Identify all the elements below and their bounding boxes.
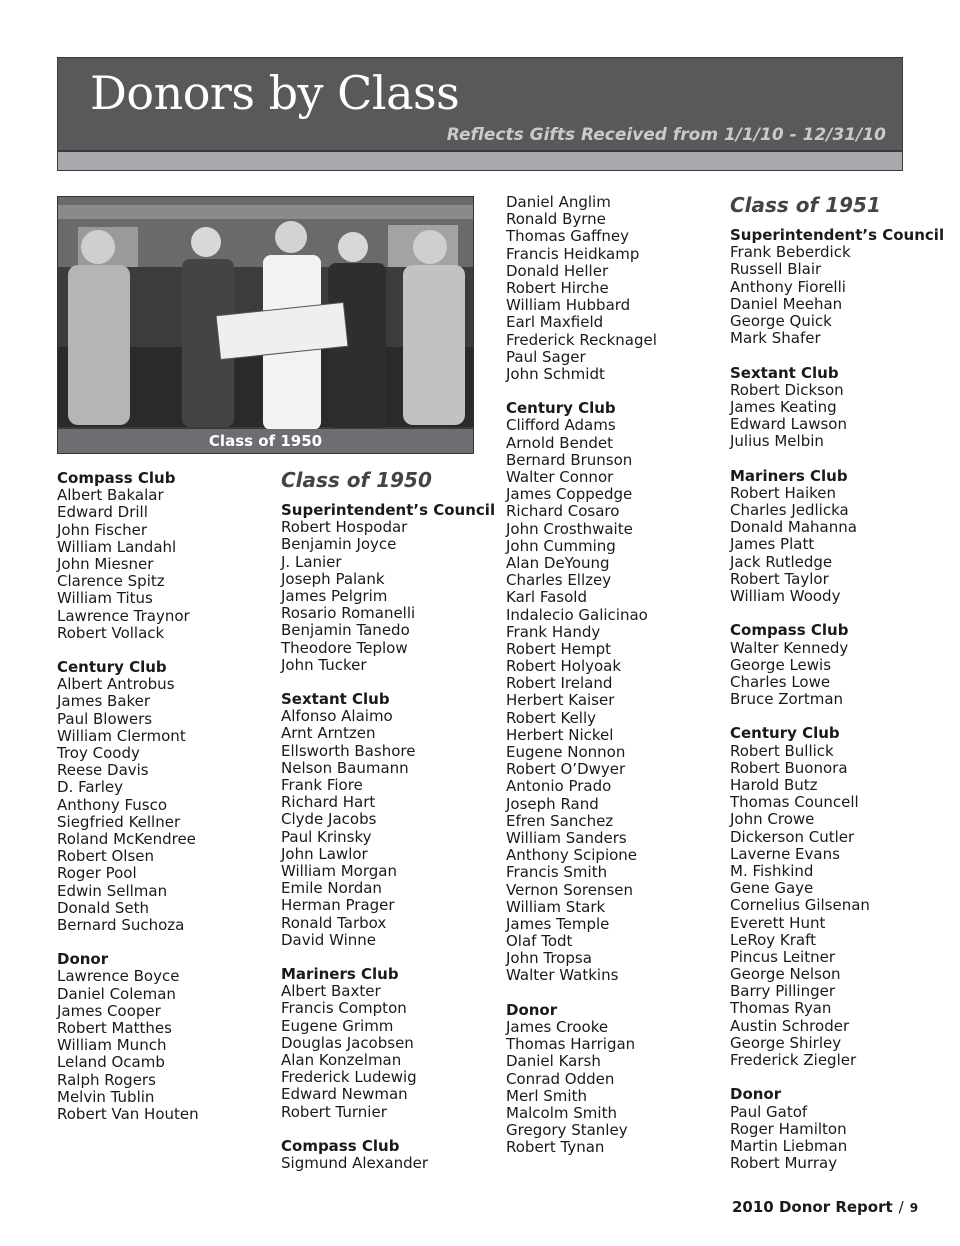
donor-name: Edwin Sellman [57,881,168,900]
donor-name: D. Farley [57,778,123,797]
donor-name: Robert Holyoak [506,657,622,676]
giving-level-heading: Sextant Club [730,363,839,382]
donor-name: Ronald Tarbox [281,913,387,932]
donor-name: Albert Bakalar [57,486,164,505]
giving-level-heading: Superintendent’s Council [281,501,496,519]
donor-name: Robert Buonora [730,758,848,777]
donor-name: Paul Sager [506,347,586,366]
donor-name: Roger Hamilton [730,1119,847,1138]
donor-name: Benjamin Tanedo [281,621,410,640]
donor-name: Gene Gaye [730,879,814,898]
section-spacer [281,949,495,966]
donor-name: Francis Heidkamp [506,244,640,263]
donor-name: William Sanders [506,828,627,847]
donor-name: Ralph Rogers [57,1070,156,1089]
donor-name: William Stark [506,897,606,916]
donor-name: Lawrence Boyce [57,967,180,986]
donor-name: John Crosthwaite [506,519,633,538]
donor-name: Arnold Bendet [506,433,613,452]
donor-name: Bernard Brunson [506,450,633,469]
donor-name: William Munch [57,1036,167,1055]
donor-name: Albert Antrobus [57,675,175,694]
section-spacer [506,383,657,400]
donor-name: Robert Bullick [730,741,834,760]
donor-name: Everett Hunt [730,913,826,932]
donor-name: William Morgan [281,861,397,880]
donor-name: Thomas Gaffney [506,227,629,246]
donor-name: J. Lanier [281,552,342,571]
donor-name: Martin Liebman [730,1136,848,1155]
donor-name: Paul Gatof [730,1102,808,1121]
donor-name: Robert Olsen [57,847,155,866]
donor-name: Herbert Kaiser [506,691,615,710]
donor-name: Emile Nordan [281,879,382,898]
donor-name: Walter Connor [506,468,614,486]
donor-name: Charles Jedlicka [730,501,849,519]
donor-name: Frank Handy [506,622,601,641]
donor-name: Daniel Anglim [506,193,611,211]
donor-name: Bernard Suchoza [57,915,185,934]
giving-level-heading: Century Club [506,399,616,418]
donor-name: Thomas Councell [730,793,859,812]
donor-name: Rosario Romanelli [281,604,416,623]
donor-name: Robert O’Dwyer [506,760,626,779]
donor-name: Melvin Tublin [57,1087,155,1106]
section-spacer [730,347,944,364]
donor-name: Daniel Meehan [730,294,843,313]
donor-name: Walter Watkins [506,966,619,985]
page-number: 9 [909,1201,919,1215]
donor-name: John Tucker [281,655,367,674]
donor-name: Conrad Odden [506,1069,615,1088]
donor-name: Robert Dickson [730,380,844,399]
donor-name: Leland Ocamb [57,1053,165,1072]
donor-name: Robert Matthes [57,1019,172,1037]
giving-level-heading: Donor [730,1085,782,1104]
donor-name: James Keating [730,397,837,416]
donor-name: Lawrence Traynor [57,606,190,625]
donor-name: Frank Beberdick [730,243,851,262]
donor-name: Siegfried Kellner [57,812,181,831]
donor-name: Karl Fasold [506,588,587,607]
donor-name: Cornelius Gilsenan [730,896,870,915]
section-spacer [730,450,944,467]
donor-name: Troy Coody [57,744,140,762]
header-band [57,57,903,151]
footer-report-title: 2010 Donor Report [732,1198,893,1216]
donor-name: Frederick Recknagel [506,330,657,349]
donor-name: Sigmund Alexander [281,1154,429,1173]
donor-name: Robert Haiken [730,483,837,502]
donor-name: Edward Lawson [730,415,847,434]
giving-level-heading: Sextant Club [281,690,390,709]
giving-level-heading: Mariners Club [281,965,399,984]
donor-name: Alan Konzelman [281,1051,402,1069]
donor-name: James Cooper [57,1001,161,1020]
giving-level-heading: Compass Club [57,469,176,487]
donor-name: Herbert Nickel [506,725,614,744]
donor-name: Roger Pool [57,864,137,883]
donor-name: James Coppedge [506,485,633,504]
section-spacer [57,934,199,951]
donor-name: William Hubbard [506,296,631,315]
donor-name: John Miesner [57,554,154,573]
donor-name: William Woody [730,586,841,605]
page-subtitle: Reflects Gifts Received from 1/1/10 - 12/31/10 [446,125,886,145]
donor-name: George Lewis [730,655,832,674]
donor-name: Alfonso Alaimo [281,707,393,726]
donor-name: Anthony Fusco [57,795,168,814]
donor-name: Roland McKendree [57,829,196,848]
donor-name: Reese Davis [57,761,149,780]
donor-name: John Cumming [506,536,616,555]
donor-name: Paul Blowers [57,709,153,728]
donor-name: Indalecio Galicinao [506,605,648,624]
giving-level-heading: Donor [57,950,109,969]
donor-name: Olaf Todt [506,932,573,951]
donor-name: Daniel Karsh [506,1052,601,1071]
donor-name: Richard Cosaro [506,502,620,521]
donor-name: Gregory Stanley [506,1121,628,1140]
donor-name: Frank Fiore [281,776,363,794]
donor-name: Thomas Ryan [730,999,832,1018]
donor-name: John Fischer [57,520,148,539]
donor-name: George Shirley [730,1033,842,1052]
photo-caption: Class of 1950 [58,429,473,453]
donor-name: Edward Drill [57,503,148,522]
donor-name: LeRoy Kraft [730,930,816,949]
section-spacer [506,985,657,1002]
class-photo [57,196,474,454]
donor-name: Jack Rutledge [730,552,833,571]
donor-name: Frederick Ludewig [281,1068,417,1087]
giving-level-heading: Century Club [730,724,840,743]
donor-name: Robert Hempt [506,639,612,658]
donor-name: Theodore Teplow [281,638,408,657]
giving-level-heading: Donor [506,1000,558,1019]
donor-name: John Schmidt [506,364,605,383]
donor-name: James Pelgrim [281,586,388,605]
donor-name: George Nelson [730,965,841,984]
section-spacer [730,708,944,725]
donor-name: Robert Van Houten [57,1104,199,1123]
donor-name: Austin Schroder [730,1016,850,1035]
donor-name: Clyde Jacobs [281,810,377,829]
class-year-heading: Class of 1950 [281,468,432,492]
donor-name: Douglas Jacobsen [281,1033,414,1052]
section-spacer [57,642,199,659]
donor-name: Ronald Byrne [506,210,606,229]
section-spacer [281,1121,495,1138]
page-title: Donors by Class [90,66,460,120]
donor-name: Robert Ireland [506,674,613,693]
donor-name: Robert Taylor [730,569,829,588]
donor-name: Efren Sanchez [506,811,614,830]
donor-name: James Platt [730,535,815,554]
donor-name: Malcolm Smith [506,1103,617,1122]
donor-name: Mark Shafer [730,329,821,348]
donor-name: Thomas Harrigan [506,1035,636,1054]
donor-name: Anthony Fiorelli [730,277,846,296]
donor-name: Merl Smith [506,1086,587,1105]
donor-name: Dickerson Cutler [730,827,855,846]
donor-name: Earl Maxfield [506,313,604,332]
donor-name: Eugene Nonnon [506,743,626,761]
donor-name: John Tropsa [506,949,592,968]
donor-name: Julius Melbin [730,432,824,451]
photo-illustration [58,197,473,453]
donor-name: Ellsworth Bashore [281,741,416,760]
donor-name: Robert Kelly [506,708,597,727]
donor-name: Joseph Rand [506,794,599,813]
donor-name: James Crooke [506,1018,609,1036]
donor-name: M. Fishkind [730,861,814,880]
donor-name: Robert Vollack [57,623,165,642]
giving-level-heading: Century Club [57,658,167,677]
donor-name: Charles Lowe [730,672,831,691]
donor-name: William Landahl [57,537,177,556]
donor-name: Walter Kennedy [730,638,849,657]
column-1 [57,470,199,1123]
donor-name: Edward Newman [281,1085,408,1104]
donor-name: Nelson Baumann [281,758,409,777]
donor-name: Anthony Scipione [506,846,638,865]
donor-name: Francis Smith [506,863,608,882]
donor-name: Robert Murray [730,1154,838,1173]
donor-name: Eugene Grimm [281,1016,394,1035]
donor-name: Arnt Arntzen [281,724,376,743]
section-spacer [730,605,944,622]
column-3 [506,194,657,1157]
column-4 [730,191,944,1172]
donor-name: Laverne Evans [730,844,840,863]
column-2 [281,466,495,1172]
donor-name: Robert Tynan [506,1138,605,1157]
donor-name: Paul Krinsky [281,827,372,846]
page-header [57,57,903,172]
donor-name: Barry Pillinger [730,982,836,1001]
donor-name: William Clermont [57,726,186,745]
giving-level-heading: Superintendent’s Council [730,226,945,244]
donor-name: James Temple [506,914,610,933]
donor-name: Daniel Coleman [57,984,176,1003]
donor-name: William Titus [57,589,153,608]
donor-name: Robert Hirche [506,278,609,297]
donor-name: Benjamin Joyce [281,535,397,554]
donor-name: David Winne [281,930,376,949]
giving-level-heading: Mariners Club [730,466,848,485]
donor-name: Clifford Adams [506,416,616,435]
donor-name: John Crowe [730,810,815,829]
donor-name: Vernon Sorensen [506,880,634,899]
donor-name: Donald Heller [506,261,609,280]
donor-name: Herman Prager [281,896,395,915]
donor-name: Albert Baxter [281,982,381,1001]
giving-level-heading: Compass Club [281,1136,400,1155]
donor-name: Robert Hospodar [281,518,408,537]
donor-name: Clarence Spitz [57,572,165,591]
donor-name: Donald Mahanna [730,518,857,537]
donor-name: Charles Ellzey [506,571,612,590]
donor-name: Robert Turnier [281,1102,387,1121]
donor-name: Pincus Leitner [730,947,835,966]
donor-name: Donald Seth [57,898,150,917]
section-spacer [730,1069,944,1086]
donor-name: Harold Butz [730,776,818,794]
page-footer [732,1198,918,1216]
class-year-heading: Class of 1951 [730,193,881,217]
donor-name: James Baker [57,692,151,711]
donor-name: Russell Blair [730,260,822,279]
header-strip [57,151,903,171]
donor-name: Antonio Prado [506,777,612,796]
donor-name: Francis Compton [281,999,407,1018]
giving-level-heading: Compass Club [730,621,849,640]
section-spacer [281,674,495,691]
donor-name: Richard Hart [281,793,376,812]
footer-separator: / [898,1198,904,1216]
donor-name: Frederick Ziegler [730,1051,857,1069]
donor-name: Bruce Zortman [730,690,844,709]
donor-name: John Lawlor [281,844,368,863]
donor-name: Joseph Palank [281,569,385,588]
donor-name: George Quick [730,311,832,330]
donor-name: Alan DeYoung [506,553,610,572]
